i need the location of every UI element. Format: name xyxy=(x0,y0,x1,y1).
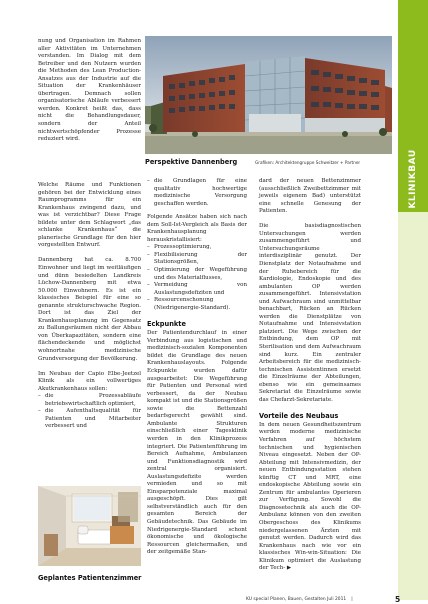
paragraph: Folgende Ansätze haben sich nach dem Soll-Ist-Vergleich als Basis der Krankenhausplanung herauskristallisiert: xyxy=(147,214,247,243)
caption-room: Geplantes Patientenzimmer xyxy=(38,574,142,582)
column-1 xyxy=(38,182,141,438)
list-item: – die Prozessabläufe betriebswirtschaftlich optimiert, xyxy=(38,393,141,408)
column-2 xyxy=(147,178,247,557)
page-number: 5 xyxy=(395,595,401,604)
list-item: – die Grundlagen für eine qualitativ hochwertige medizinische Versorgung geschaffen werden. xyxy=(147,178,247,208)
section-heading: Vorteile des Neubaus xyxy=(259,411,339,420)
paragraph: Im Neubau der Capio Elbe-Jeetzel Klinik als ein vollwertiges Akutkrankenhaus sollen: xyxy=(38,370,141,392)
list-item: – Flexibilisierung der Stationsgrößen, xyxy=(147,252,247,267)
footer-publication: KU special Planen, Bauen, Gestalten Juli 2011 xyxy=(246,597,347,602)
list-item: – Ressourcenschonung (Niedrigenergie-Standard). xyxy=(147,297,247,312)
paragraph: dard der neuen Bettenzimmer (ausschließlich Zweibettzimmer mit jeweils eigenem Bad) unterstützt eine schnelle Genesung der Patienten. xyxy=(259,178,361,215)
section-tab-label: KLINIKBAU xyxy=(408,149,418,209)
paragraph: In dem neuen Gesundheitszentrum werden moderne medizinische Verfahren auf höchstem technischen und hygienischen Niveau eingesetzt. Neben der OP-Abteilung mit Intensivmedizin, der neuen Entbindungsstation stehen künftig CT und MRT, eine endoskopische Abteilung sowie ein Zentrum für ambulantes Operieren zur Verfügung. Sowohl die Diagnosetechnik als auch die OP-Ambulanz können von den zweiten Obergeschoss des Klinikums niedergelassenen Ärzten mit genutzt werden. Dadurch wird das Krankenhaus nach wie vor ein klassisches Win-win-Situation: Die Klinikum optimiert die Auslastung der Tech- ▶ xyxy=(259,421,361,572)
list-item: – Optimierung der Wegeführung und des Materialflusses, xyxy=(147,267,247,282)
paragraph: Die basisdiagnostischen Untersuchungen werden zusammengeführt und Untersuchungsräume interdisziplinär genutzt. Der Dienstplatz der Notaufnahme und der Ruhebereich für die Kardiologie, Endoskopie und des ambulanten OP werden zusammengeführt. Intensivstation und Aufwachraum sind unmittelbar benachbart, Rücken an Rücken werden die Dienstplätze von Notaufnahme und Intensivstation platziert. Die Wege zwischen der Entbindung, dem OP mit Sterilisation und dem Aufwachraum sind kurz. Ein zentraler Arbeitsbereich für die medizinisch-technischen Assistentinnen ersetzt die Einzelräume der Abteilungen, ebenso wie ein gemeinsames Sekretariat die Einzelräume sowie das Chefarzt-Sekretariate. xyxy=(259,223,361,403)
list xyxy=(147,178,247,208)
list xyxy=(147,244,247,312)
section-tab-label-box xyxy=(401,150,425,208)
section-heading: Eckpunkte xyxy=(147,320,186,329)
list-item: – Prozessoptimierung, xyxy=(147,244,247,252)
patient-room-image xyxy=(38,486,141,566)
paragraph: Der Patientendurchlauf in einer Verbindung aus logistischen und medizinisch-sozialen Komponenten bildet die Grundlage des neuen Krankenhauslayouts. Folgende Eckpunkte wurden dafür ausgearbeitet: Die Wegeführung für Patienten und Personal wird verbessert, da der Neubau kompakt ist und die Stationsgrößen sowie die Bettenzahl bedarfsgerecht gewählt sind. Ambulante Strukturen einschließlich einer Tagesklinik werden in den Klinikprozess integriert. Die Patientenführung im Bereich Aufnahme, Ambulanzen und Funktionsdiagnostik wird zentral organisiert. Auslastungsdefizite werden vermieden und so mit Einsparpotenziale maximal ausgeschöpft. Dies gilt selbstverständlich auch für den gesamten Bereich der Gebäudetechnik. Das Gebäude im Niedrigenergie-Standard schont ökonomische und ökologische Ressourcen gleichermaßen, und der zeitgemäße Stan- xyxy=(147,330,247,556)
building-perspective-image xyxy=(145,36,392,154)
list-item: – die Aufenthaltsqualität für Patienten und Mitarbeiter verbessert und xyxy=(38,408,141,431)
list xyxy=(38,393,141,431)
paragraph: Dannenberg hat ca. 8.700 Einwohner und liegt im weitläufigen und dünn besiedelten Landkreis Lüchow-Dannenberg mit etwa 50.000 Einwohnern. Es ist ein klassisches Beispiel für eine so genannte strukturschwache Region. Dort ist das Ziel der Krankenhausplanung im Gegensatz zu Ballungsräumen nicht der Abbau von Überkapazitäten, sondern eine flächendeckende und möglichst wohnortnahe medizinische Grundversorgung der Bevölkerung. xyxy=(38,257,141,362)
photo-credit: Grafiken: Architektengruppe Schweitzer + Partner xyxy=(255,160,361,165)
caption-building: Perspektive Dannenberg xyxy=(145,158,238,166)
column-1-top xyxy=(38,38,141,144)
paragraph: Welche Räume und Funktionen gehören bei der Entwicklung eines Raumprogramms für ein Krankenhaus zwingend dazu, und was ist verzichtbar? Diese Frage bildete unter dem Schlagwort „das schlanke Krankenhaus“ die planerische Grundlage für den hier vorgestellten Entwurf. xyxy=(38,182,141,249)
column-3 xyxy=(259,178,361,573)
paragraph: nung und Organisation im Rahmen aller Aktivitäten im Unternehmen verstanden. Im Dialog mit dem Betreiber und den Nutzern wurden die Methoden des Lean Production-Ansatzes aus der Industrie auf die Situation der Krankenhäuser übertragen. Demnach sollen organisatorische Abläufe verbessert werden. Konkret heißt das, dass nicht die Behandlungsdauer, sondern der Anteil nichtwertschöpfender Prozesse reduziert wird. xyxy=(38,38,141,143)
list-item: – Vermeidung von Auslastungsdefiziten und xyxy=(147,282,247,297)
footer-separator: | xyxy=(351,597,353,602)
section-tab xyxy=(398,0,428,600)
